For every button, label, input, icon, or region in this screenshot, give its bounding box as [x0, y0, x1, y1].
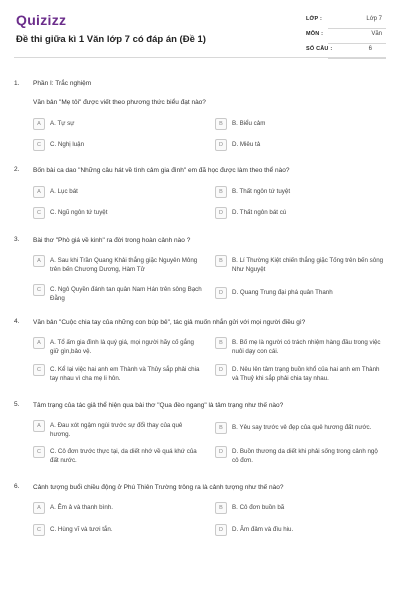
option-letter: D — [215, 207, 227, 219]
option-letter: C — [33, 364, 45, 376]
option-letter: B — [215, 118, 227, 130]
question-text: Bốn bài ca dao "Những câu hát về tình cảm gia đình" em đã học được làm theo thể nào? — [33, 167, 290, 174]
option-text: D. Thất ngôn bát cú — [232, 209, 287, 216]
meta-label: SỐ CÂU : — [306, 46, 333, 52]
question — [14, 236, 386, 308]
option-letter: C — [33, 446, 45, 458]
option-text: D. Miêu tả — [232, 141, 261, 148]
question-number: 2. — [14, 166, 20, 173]
option-text: C. Ngũ ngôn tứ tuyệt — [50, 209, 108, 216]
question-text: Tâm trạng của tác giả thể hiện qua bài thơ "Qua đèo ngang" là tâm trạng như thế nào? — [33, 402, 284, 409]
meta-value: 6 — [368, 46, 372, 52]
option-letter: D — [215, 524, 227, 536]
option-letter: B — [215, 255, 227, 267]
question-text: Văn bản "Mẹ tôi" được viết theo phương thức biểu đạt nào? — [33, 99, 206, 106]
option-text: D. Nêu lên tâm trạng buồn khổ của hai anh em Thành và Thuỷ khi sắp phải chia tay nhau. — [232, 366, 380, 382]
question-number: 4. — [14, 318, 20, 325]
meta-row-count — [306, 44, 386, 59]
meta-info — [306, 14, 386, 59]
option-text: A. Đau xót ngậm ngùi trước sự đổi thay của quê hương. — [50, 422, 183, 438]
option-letter: D — [215, 446, 227, 458]
option-text: A. Lục bát — [50, 188, 78, 195]
option-text: B. Yêu say trước vẻ đẹp của quê hương đất nước. — [232, 424, 372, 431]
option-letter: D — [215, 139, 227, 151]
option-letter: B — [215, 422, 227, 434]
worksheet-header — [14, 0, 386, 58]
question — [14, 318, 386, 390]
option-text: A. Tự sự — [50, 120, 75, 127]
option-text: D. Âm đảm và đìu hiu. — [232, 526, 294, 533]
option-text: C. Ngô Quyền đánh tan quân Nam Hán trên sông Bạch Đằng — [50, 286, 202, 302]
meta-value: Văn — [371, 31, 382, 37]
option-letter: A — [33, 337, 45, 349]
question-number: 5. — [14, 401, 20, 408]
question — [14, 483, 386, 543]
option-letter: C — [33, 524, 45, 536]
option-text: C. Cô đơn trước thực tại, da diết nhớ về quá khứ của đất nước. — [50, 448, 197, 464]
meta-value: Lớp 7 — [366, 16, 382, 22]
option-text: B. Cô đơn buồn bã — [232, 504, 285, 511]
option-text: C. Kể lại việc hai anh em Thành và Thủy sắp phải chia tay nhau vì cha mẹ li hôn. — [50, 366, 200, 382]
meta-row-class — [306, 14, 386, 29]
page-title: Đề thi giữa kì 1 Văn lớp 7 có đáp án (Đề 1) — [16, 34, 206, 45]
option-letter: B — [215, 186, 227, 198]
option-letter: C — [33, 139, 45, 151]
question — [14, 166, 386, 226]
question-number: 1. — [14, 80, 20, 87]
question-number: 3. — [14, 236, 20, 243]
option-letter: A — [33, 186, 45, 198]
option-text: B. Biểu cảm — [232, 120, 266, 127]
option-text: A. Tổ ấm gia đình là quý giá, mọi người hãy cố gắng giữ gìn,bảo vệ. — [50, 339, 194, 355]
option-letter: A — [33, 118, 45, 130]
meta-row-subject — [306, 29, 386, 44]
option-text: D. Quang Trung đại phá quân Thanh — [232, 289, 333, 296]
option-letter: A — [33, 255, 45, 267]
question-text: Bài thơ "Phò giá về kinh" ra đời trong hoàn cảnh nào ? — [33, 237, 191, 244]
quizizz-logo[interactable]: Quizizz — [16, 12, 67, 28]
option-text: B. Lí Thường Kiệt chiến thắng giặc Tống trên bến sông Như Nguyệt — [232, 257, 384, 273]
option-text: D. Buồn thương da diết khi phải sống trong cảnh ngộ cô đơn. — [232, 448, 378, 464]
option-text: A. Êm ả và thanh bình. — [50, 504, 113, 511]
option-text: C. Hùng vĩ và tươi tắn. — [50, 526, 113, 533]
question-text: Cảnh tượng buổi chiều động ở Phú Thiên Trường trông ra là cảnh tượng như thế nào? — [33, 484, 284, 491]
option-letter: D — [215, 364, 227, 376]
option-letter: B — [215, 337, 227, 349]
option-text: C. Nghị luận — [50, 141, 85, 148]
option-letter: A — [33, 420, 45, 432]
option-letter: B — [215, 502, 227, 514]
option-letter: A — [33, 502, 45, 514]
option-text: B. Thất ngôn tứ tuyệt — [232, 188, 291, 195]
option-text: B. Bố mẹ là người có trách nhiệm hàng đầu trong việc nuôi dạy con cái. — [232, 339, 381, 355]
meta-label: MÔN : — [306, 31, 324, 37]
question — [14, 401, 386, 473]
option-text: A. Sau khi Trần Quang Khải thắng giặc Nguyên Mông trên bến Chương Dương, Hàm Tử — [50, 257, 198, 273]
section-label: Phần I: Trắc nghiệm — [33, 80, 92, 87]
option-letter: C — [33, 284, 45, 296]
option-letter: C — [33, 207, 45, 219]
option-letter: D — [215, 287, 227, 299]
meta-label: LỚP : — [306, 16, 322, 22]
question-text: Văn bản "Cuộc chia tay của những con búp bê", tác giả muốn nhắn gửi với mọi người điều gì? — [33, 319, 306, 326]
question-number: 6. — [14, 483, 20, 490]
question — [14, 98, 386, 158]
